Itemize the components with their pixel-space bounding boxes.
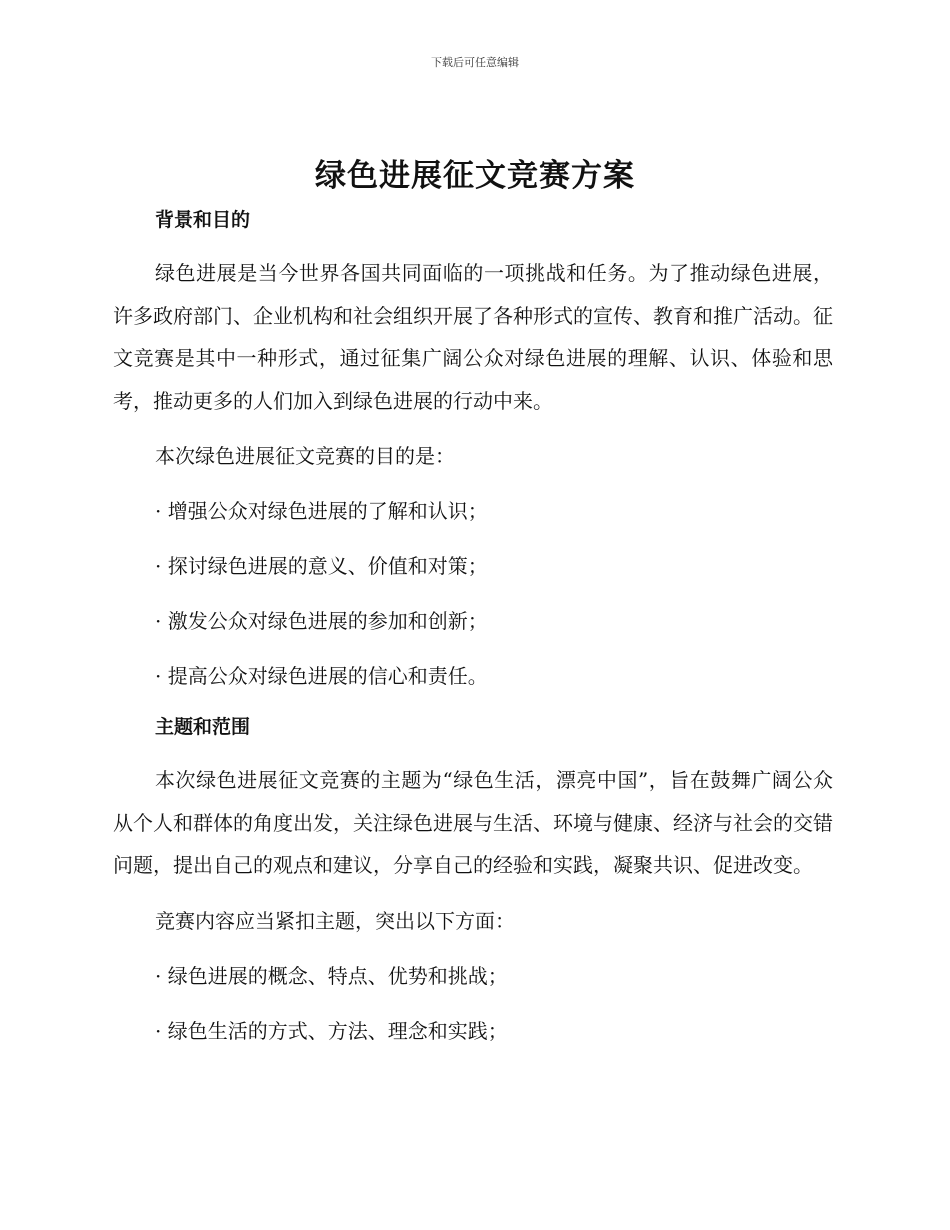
bullet-list	[113, 955, 833, 1052]
list-item: · 增强公众对绿色进展的了解和认识；	[155, 499, 488, 523]
section-paragraph: 绿色进展是当今世界各国共同面临的一项挑战和任务。为了推动绿色进展，许多政府部门、企业机构和社会组织开展了各种形式的宣传、教育和推广活动。征文竞赛是其中一种形式，通过征集广阔公众对绿色进展的理解、认识、体验和思考，推动更多的人们加入到绿色进展的行动中来。	[113, 261, 833, 413]
list-item: · 绿色生活的方式、方法、理念和实践；	[155, 1018, 508, 1043]
section-background	[113, 204, 833, 697]
section-lead: 竞赛内容应当紧扣主题，突出以下方面：	[155, 908, 515, 933]
section-paragraph: 本次绿色进展征文竞赛的主题为“绿色生活，漂亮中国”，旨在鼓舞广阔公众从个人和群体的角度出发，关注绿色进展与生活、环境与健康、经济与社会的交错问题，提出自己的观点和建议，分享自己的经验和实践，凝聚共识、促进改变。	[113, 768, 833, 877]
page-title: 绿色进展征文竞赛方案	[315, 158, 635, 194]
section-heading: 主题和范围	[155, 716, 251, 738]
section-theme	[113, 711, 833, 1052]
list-item: · 绿色进展的概念、特点、优势和挑战；	[155, 963, 508, 988]
header-note: 下载后可任意编辑	[431, 56, 519, 69]
list-item: · 探讨绿色进展的意义、价值和对策；	[155, 554, 488, 578]
section-lead: 本次绿色进展征文竞赛的目的是：	[155, 444, 455, 468]
section-heading: 背景和目的	[155, 209, 251, 231]
list-item: · 提高公众对绿色进展的信心和责任。	[155, 664, 488, 688]
bullet-list	[113, 490, 833, 697]
list-item: · 激发公众对绿色进展的参加和创新；	[155, 609, 488, 633]
document-body	[113, 204, 833, 1052]
